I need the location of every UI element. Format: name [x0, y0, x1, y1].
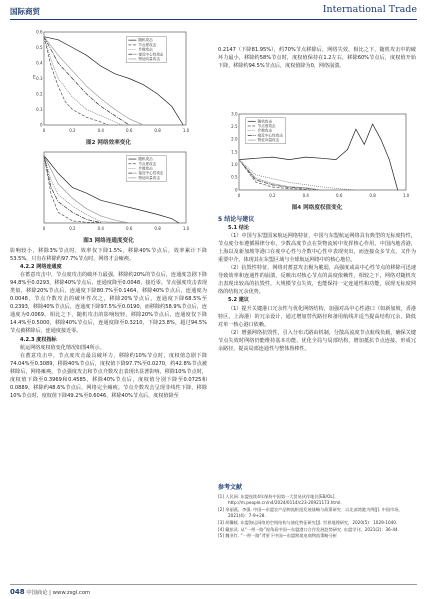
right-column-top-text [218, 46, 416, 70]
y-tick-label: 0.5 [36, 44, 43, 50]
series-line [239, 160, 356, 190]
y-tick-label: 0.4 [36, 60, 43, 66]
legend-label: 接近中心性攻击 [138, 52, 164, 57]
x-tick-label: 0.8 [154, 128, 161, 133]
y-tick-label: 0 [234, 187, 238, 193]
series-line [44, 37, 108, 125]
x-tick-label: 0.8 [154, 226, 161, 231]
x-tick-label: 0.2 [69, 226, 76, 231]
y-tick-label: 1.5 [231, 149, 238, 155]
series-line [44, 37, 122, 125]
y-tick-label: 0.5 [231, 174, 238, 180]
y-tick-label: 0.6 [36, 29, 43, 35]
footer [10, 588, 90, 596]
paragraph: 0.2147（下降81.95%），约70%节点移除后，网络失效，相比之下，随机攻击中的破坏力最小，移除约58%节点时，度权值保持在1.2左右，移除60%节点后，度权值开始下降，移除约94.5%节点后，度权值降为0，网络崩溃。 [218, 47, 416, 70]
paragraph: 在蓄意攻击中，节点度攻击最具破坏力，移除约10%节点时，度权值急剧下降74.04%至0.3089，移除40%节点后，度权值下降97.7%至0.0270，约42.8%节点被移除后，网络瘫痪。节点强度攻击和节点介数攻击表现出显著影响，移除10%节点时，度权值下降至0.3969和0.4585，移除40%节点后，度权值分别下降至0.0725和0.0889。移除约48.6%节点后，网络完全瘫痪。节点介数攻击呈现非线性下降，移除10%节点时，度权值下降49.2%至0.6046，移除40%节点后，度权值降至 [10, 352, 207, 399]
reference-item: [1] 人民网. 东盟连续4年保持中国第一大贸易伙伴地位[EB/OL]. http://m.people.cn/n4/2024/0114/c23-20921173.html. [218, 493, 342, 506]
x-tick-label: 0.4 [97, 226, 104, 231]
y-tick-label: 3.0 [231, 111, 238, 117]
paragraph: 影响较小，移除3%节点时，效率仅下降1.5%，移除40%节点后，效率累计下降53.5%，只有在移除约97.7%节点时，网络才会瘫痪。 [10, 248, 207, 263]
section-heading: 5 结论与建议 [218, 216, 255, 223]
x-tick-label: 1.0 [182, 128, 190, 133]
left-column-text [10, 247, 207, 400]
subsection-heading: 4.2.3 度权指标 [20, 336, 57, 343]
subsection-heading: 5.2 建议 [228, 297, 249, 304]
figure-3-chart [30, 148, 190, 233]
y-tick-label: 0.3 [36, 75, 43, 81]
y-axis-label: E [33, 75, 36, 81]
legend-label: 接近中心性攻击 [138, 171, 164, 176]
reference-item: [4] 戴彭武. 从“一带一路”视角看中国—东盟港口合作发展趋势研究. 东盟学刊，2021(2)：36-44. [218, 526, 400, 532]
x-tick-label: 0 [42, 128, 46, 133]
reference-item: [5] 魏亚红. “一带一路”背景下中国—东盟跨境电商物流策略分析 [218, 533, 337, 539]
figure-2-chart [30, 28, 190, 135]
x-tick-label: 0 [42, 226, 46, 231]
x-tick-label: 0.4 [97, 128, 104, 133]
header-rule [10, 19, 417, 20]
y-tick-label: 1.0 [231, 162, 238, 168]
x-tick-label: 0.6 [126, 128, 133, 133]
x-tick-label: 0.8 [369, 193, 376, 198]
x-tick-label: 0.6 [336, 193, 343, 198]
paragraph: （1）提升关键港口冗余性与优化网络结构，加强对高中心性港口（如新加坡，香港特区，上海港）的冗余设计，通过增加替代路径和备用航线并适当提高结构冗余，降低对单一核心港口依赖。 [218, 305, 416, 328]
right-column-conclusion-text [218, 214, 416, 353]
paragraph: （2）增强网络抗毁性，引入分布式路由机制，分散高流度节点航线负载，确保关键节点失效时网络仍能维持基本功能，优化全局与局部结构，增加抵抗节点连接，形成冗余路径，提高局部连通性与整体鲁棒性。 [218, 329, 416, 352]
x-tick-label: 1.0 [182, 226, 190, 231]
legend-label: 随机攻击 [138, 157, 153, 162]
page-number: 048 [10, 588, 25, 596]
legend-label: 介数攻击 [138, 47, 153, 52]
legend-label: 接近中心性攻击 [257, 133, 283, 138]
series-line [239, 160, 321, 190]
figure-3-caption: 图3 网络连通度变化 [83, 238, 134, 244]
x-tick-label: 0 [237, 193, 241, 198]
subsection-heading: 5.1 结论 [228, 225, 249, 232]
legend-label: 节点度攻击 [257, 124, 276, 128]
subsection-heading: 4.2.2 网络连通度 [20, 264, 62, 271]
paragraph: 在蓄意攻击中，节点度攻击的破坏力最强，移除约20%的节点后，连通度急剧下降94.8%至0.0293，移除40%节点后，连通度降至0.0048，接近零。节点强度攻击表现类似，移除20%节点后，连通度下降80.7%至0.1464，移除40%节点后，连通度为0.0048，节点介数攻击的破坏性次之，移除20%节点后，连通度下降68.5%至0.2393，移除40%节点后，连通度下降97.5%至0.0190，而移除约58.9%节点后，连通度为0.0069。相比之下，随机攻击的影响较轻，移除20%节点后，连通度仅下降14.4%至0.5000，移除40%节点后，连通度降至0.3210，下降23.8%，超过94.5%节点被移除后，连通度接近零。 [10, 272, 207, 335]
x-tick-label: 1.0 [402, 193, 410, 198]
y-tick-label: 0 [39, 122, 43, 128]
footer-site: 中国商论 | www.zsgl.com [26, 590, 91, 596]
series-line [239, 160, 311, 190]
legend-label: 介数攻击 [138, 166, 153, 171]
legend-label: 随机攻击 [138, 38, 153, 43]
legend-label: 特征向量攻击 [257, 138, 280, 143]
reference-item: [3] 胡馨媛. 东盟海运网络的空间结构与演化特征研究[J]. 世界地理研究，2020(5)：1029-1040. [218, 519, 398, 525]
legend-label: 节点度攻击 [138, 161, 157, 166]
legend-label: 特征向量攻击 [138, 175, 160, 180]
legend-label: 随机攻击 [257, 119, 273, 124]
y-tick-label: 2.5 [231, 124, 238, 130]
paragraph: （2）抗毁性特征，网络对蓄意攻击极为脆弱，高强度或高中心性节点的移除可迅速导致效率和连通性的崩溃，反映出对核心节点的高度依赖性，相较之下，网络对随机攻击表现出较高的抗毁性，大规模节点失效，也能保持一定连通性和功能，展现无标度网络的结构冗余优势。 [218, 265, 416, 296]
paragraph: （1）中国与东盟国家航运网络特征，中国与东盟航运网络具有典型的无标度特性，节点度分布遵循幂律分布，少数高度节点在货物流转中发挥核心作用，中国内地香港，上海以及新加坡等港口在度中心性与介数中心性中表现突出，而连接众多节点，又作为重要中介，体现其在东盟区域与全球航运网络中的核心地位。 [218, 233, 416, 264]
figure-2-caption: 图2 网络效率变化 [86, 140, 131, 146]
y-tick-label: 0.2 [36, 91, 43, 97]
legend-label: 介数攻击 [257, 128, 273, 133]
series-line [44, 156, 101, 223]
x-tick-label: 0.6 [126, 226, 133, 231]
figure-4-caption: 图4 网络度权值变化 [291, 205, 343, 211]
legend-label: 节点度攻击 [138, 42, 157, 47]
series-line [44, 156, 128, 223]
x-tick-label: 0.4 [302, 193, 309, 198]
y-tick-label: 2.0 [231, 136, 238, 142]
x-tick-label: 0.2 [69, 128, 76, 133]
legend-label: 特征向量攻击 [138, 56, 160, 61]
footer-rule [10, 584, 417, 585]
journal-name-en: International Trade [322, 4, 417, 15]
x-tick-label: 0.2 [269, 193, 276, 198]
y-tick-label: 0.1 [36, 106, 43, 112]
journal-name-cn: 国际商贸 [10, 7, 40, 16]
references-title: 参考文献 [218, 484, 243, 491]
series-line [44, 156, 129, 224]
reference-item: [2] 余丽燕，李强. 中国—东盟农产品物流枢纽发展战略与政策研究：以北部湾港为例[J]. 中国市场，2021(4)：7-9+28. [218, 506, 403, 519]
references [218, 485, 416, 540]
series-line [44, 37, 129, 125]
figure-4-chart [225, 110, 410, 200]
paragraph: 航运网络度权值变化情况如图4所示。 [20, 344, 105, 351]
